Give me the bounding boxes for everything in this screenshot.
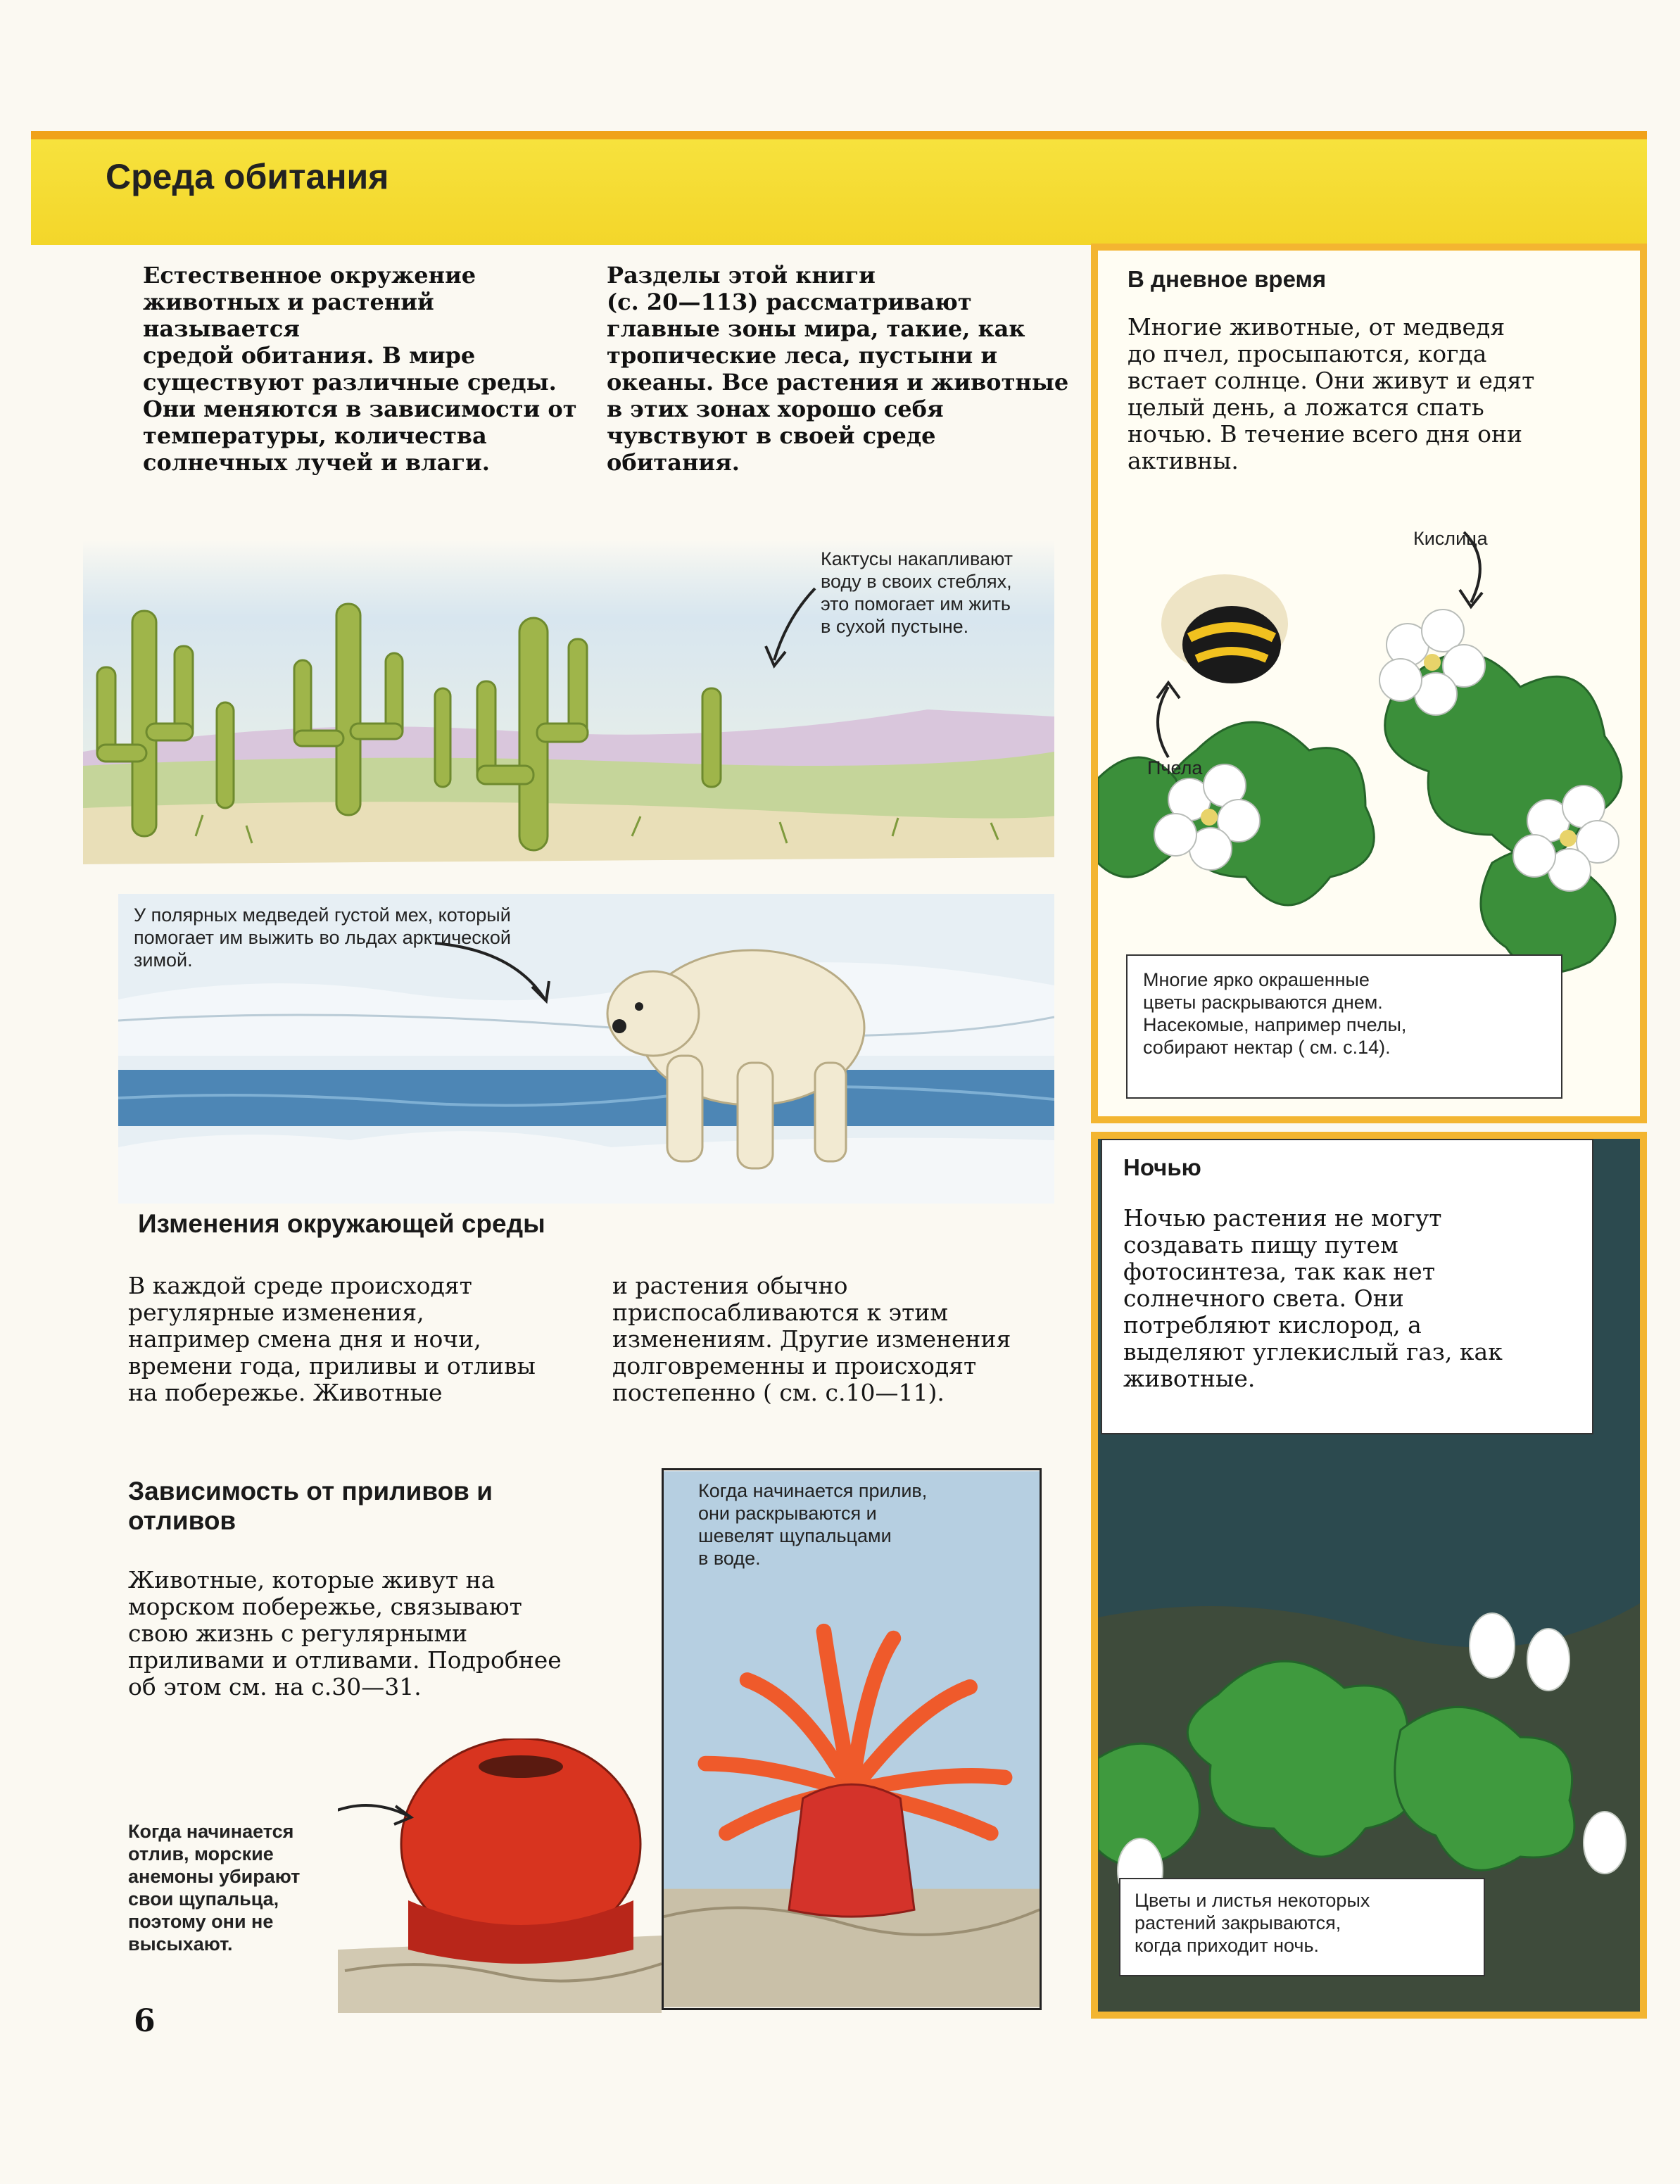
tides-heading: Зависимость от приливов и отливов xyxy=(128,1477,493,1535)
night-body: Ночью растения не могут создавать пищу путем фотосинтеза, так как нет солнечного света. Они потребляют кислород, а выделяют углекислый газ, как животные. xyxy=(1123,1204,1503,1392)
page-title: Среда обитания xyxy=(106,157,389,196)
night-caption-box: Цветы и листья некоторых растений закрываются, когда приходит ночь. xyxy=(1119,1878,1485,1976)
high-tide-caption: Когда начинается прилив, они раскрываются и шевелят щупальцами в воде. xyxy=(698,1480,928,1569)
environment-changes-left: В каждой среде происходят регулярные изменения, например смена дня и ночи, времени года, приливы и отливы на побережье. Животные xyxy=(128,1272,536,1406)
environment-changes-heading: Изменения окружающей среды xyxy=(138,1209,545,1238)
cactus-caption: Кактусы накапливают воду в своих стеблях, это помогает им жить в сухой пустыне. xyxy=(821,548,1013,637)
low-tide-caption: Когда начинается отлив, морские анемоны убирают свои щупальца, поэтому они не высыхают. xyxy=(128,1821,301,1955)
day-panel xyxy=(1091,244,1647,1123)
bear-caption: У полярных медведей густой мех, который помогает им выжить во льдах арктической зимой. xyxy=(134,904,511,971)
day-title: В дневное время xyxy=(1128,266,1327,292)
oxalis-label: Кислица xyxy=(1413,528,1488,549)
environment-changes-right: и растения обычно приспосабливаются к этим изменениям. Другие изменения долговременны и происходят постепенно ( см. с.10—11). xyxy=(612,1272,1011,1406)
night-text-box xyxy=(1101,1139,1593,1434)
intro-left: Естественное окружение животных и растений называется средой обитания. В мире существуют различные среды. Они меняются в зависимости от температуры, количества солнечных лучей и влаги. xyxy=(143,262,577,476)
tides-body: Животные, которые живут на морском побережье, связывают свою жизнь с регулярными приливами и отливами. Подробнее об этом см. на с.30—31. xyxy=(128,1566,562,1700)
day-body: Многие животные, от медведя до пчел, просыпаются, когда встает солнце. Они живут и едят целый день, а ложатся спать ночью. В течение всего дня они активны. xyxy=(1128,313,1535,474)
night-panel xyxy=(1091,1132,1647,2019)
page-number: 6 xyxy=(134,2003,156,2039)
closed-anemone-illustration xyxy=(338,1738,662,2013)
night-title: Ночью xyxy=(1123,1154,1201,1180)
intro-right: Разделы этой книги (с. 20—113) рассматривают главные зоны мира, такие, как тропические леса, пустыни и океаны. Все растения и животные в этих зонах хорошо себя чувствуют в своей среде обитания. xyxy=(607,262,1069,476)
day-caption-box: Многие ярко окрашенные цветы раскрываются днем. Насекомые, например пчелы, собирают нектар ( см. с.14). xyxy=(1126,954,1562,1099)
bee-label: Пчела xyxy=(1147,757,1203,778)
